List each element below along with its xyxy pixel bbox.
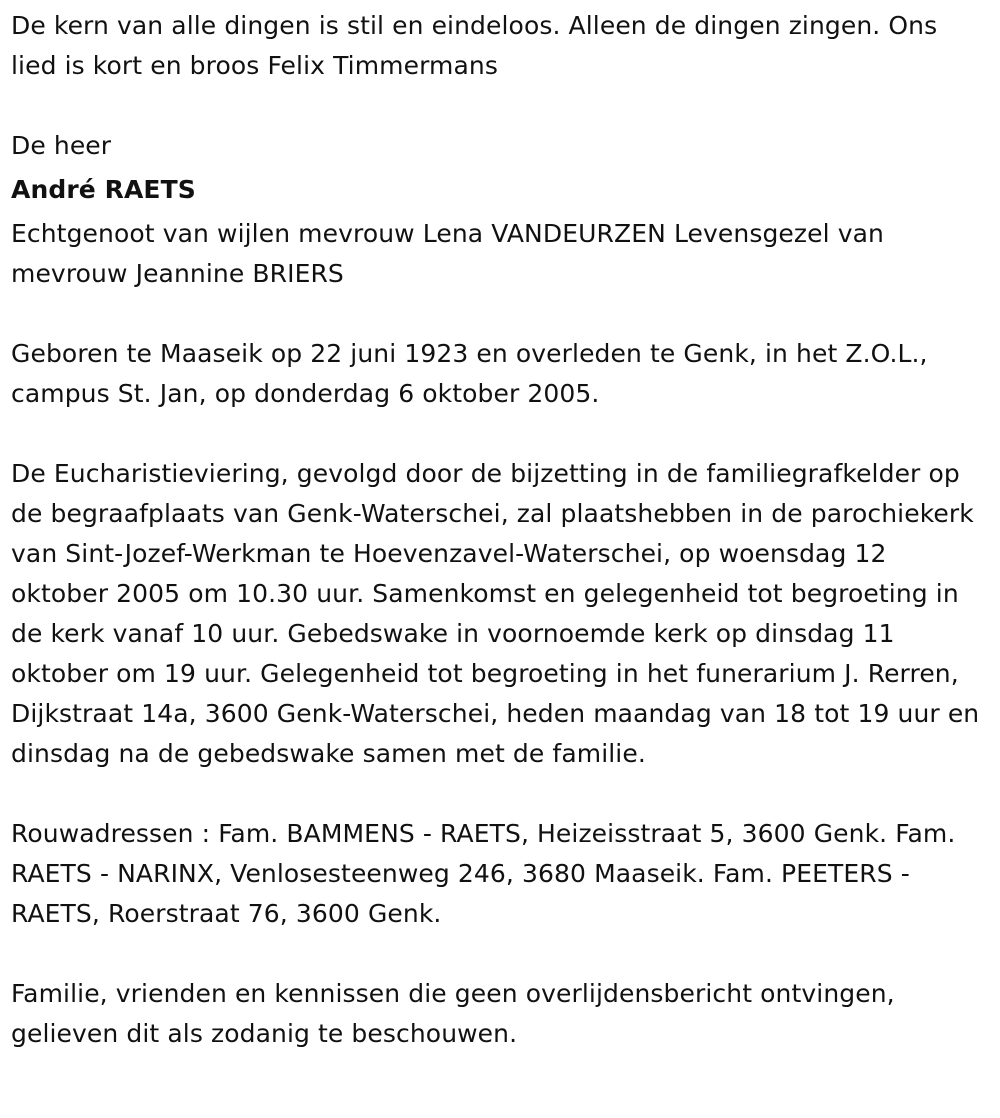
ceremony-paragraph: De Eucharistieviering, gevolgd door de bijzetting in de familiegrafkelder op de begraafplaats van Genk-Waterschei, zal plaatshebben in de parochiekerk van Sint-Jozef-Werkman te Hoevenzavel-Waterschei, op woensdag 12 oktober 2005 om 10.30 uur. Samenkomst en gelegenheid tot begroeting in de kerk vanaf 10 uur. Gebedswake in voornoemde kerk op dinsdag 11 oktober om 19 uur. Gelegenheid tot begroeting in het funerarium J. Rerren, Dijkstraat 14a, 3600 Genk-Waterschei, heden maandag van 18 tot 19 uur en dinsdag na de gebedswake samen met de familie.: [11, 459, 980, 768]
spacer: [11, 86, 986, 126]
spacer: [11, 774, 986, 814]
deceased-name: André RAETS: [11, 175, 196, 204]
mourning-addresses-paragraph: Rouwadressen : Fam. BAMMENS - RAETS, Heizeisstraat 5, 3600 Genk. Fam. RAETS - NARINX, Venlosesteenweg 246, 3680 Maaseik. Fam. PEETERS - RAETS, Roerstraat 76, 3600 Genk.: [11, 819, 956, 928]
salutation: De heer: [11, 131, 112, 160]
birth-death-paragraph: Geboren te Maaseik op 22 juni 1923 en overleden te Genk, in het Z.O.L., campus St. Jan, op donderdag 6 oktober 2005.: [11, 339, 928, 408]
obituary-text: [11, 6, 986, 1054]
relations-paragraph: Echtgenoot van wijlen mevrouw Lena VANDEURZEN Levensgezel van mevrouw Jeannine BRIERS: [11, 219, 884, 288]
closing-paragraph: Familie, vrienden en kennissen die geen overlijdensbericht ontvingen, gelieven dit als zodanig te beschouwen.: [11, 979, 895, 1048]
spacer: [11, 294, 986, 334]
opening-quote: De kern van alle dingen is stil en eindeloos. Alleen de dingen zingen. Ons lied is kort en broos Felix Timmermans: [11, 11, 938, 80]
spacer: [11, 934, 986, 974]
spacer: [11, 414, 986, 454]
